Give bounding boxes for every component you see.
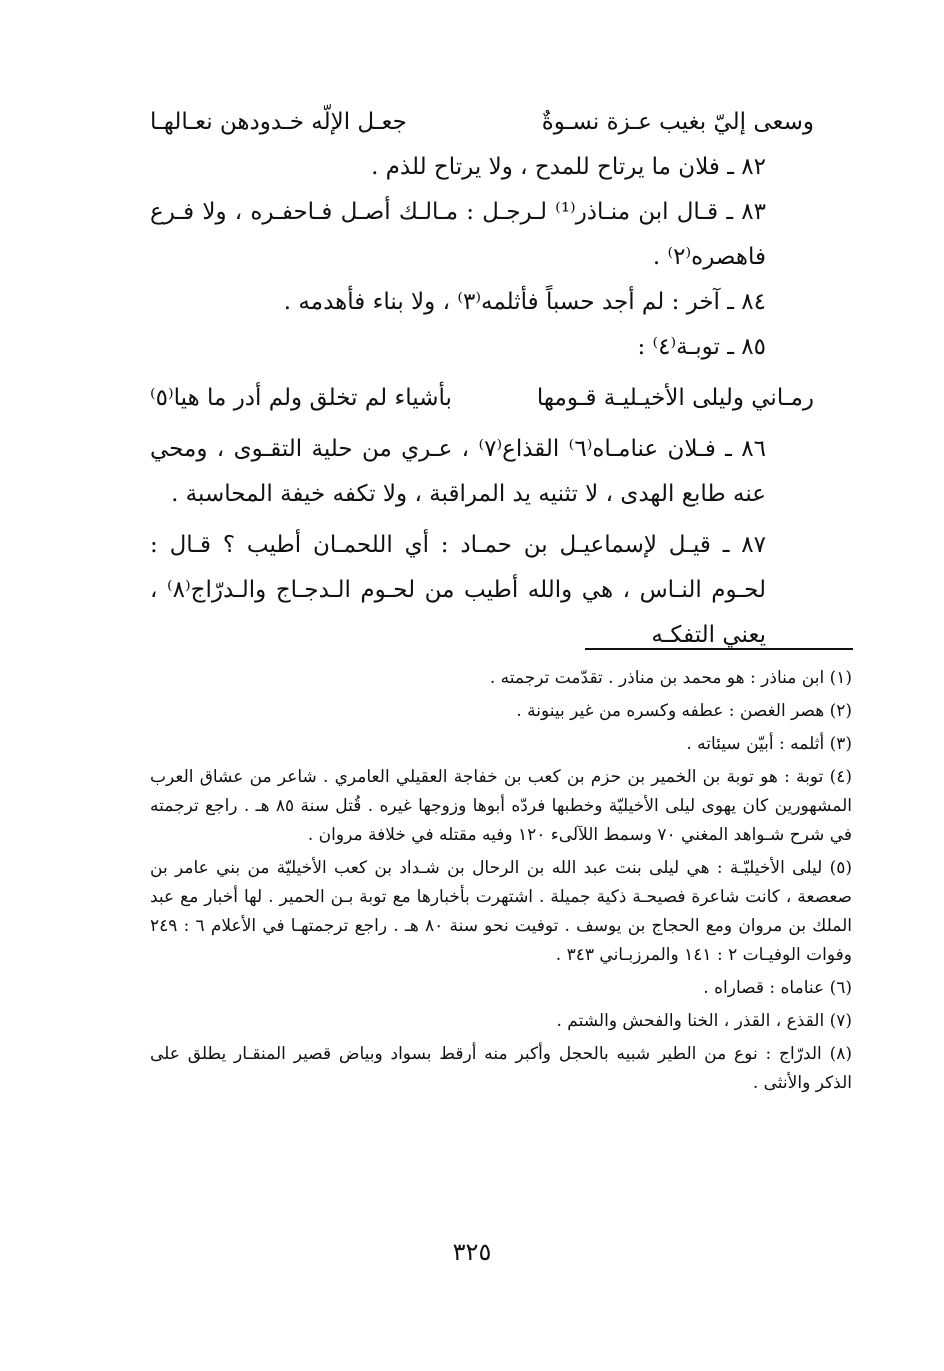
page-number: ٣٢٥ xyxy=(452,1238,492,1266)
paragraph-85: ٨٥ ـ توبـة⁽٤⁾ : xyxy=(637,334,766,360)
main-text xyxy=(150,100,814,658)
paragraph-83: ٨٣ ـ قـال ابن منـاذر⁽¹⁾ لـرجـل : مـالـك أصـل فـاحفـره ، ولا فـرع فاهصره⁽٢⁾ . xyxy=(150,199,766,270)
footnote-6: (٦) عناماه : قصاراه . xyxy=(703,978,852,998)
footnote-3: (٣) أثلمه : أبيّن سيئاته . xyxy=(686,734,852,754)
footnote-2: (٢) هصر الغصن : عطفه وكسره من غير بينونة . xyxy=(516,701,852,721)
paragraph-84: ٨٤ ـ آخر : لم أجد حسباً فأثلمه⁽٣⁾ ، ولا بناء فأهدمه . xyxy=(283,289,766,315)
verse-1-first-hemistich: وسعى إليّ بغيب عـزة نسـوةٌ xyxy=(541,109,814,135)
paragraph-82: ٨٢ ـ فلان ما يرتاح للمدح ، ولا يرتاح للذم . xyxy=(371,154,766,180)
verse-1-second-hemistich: جعـل الإلّه خـدودهن نعـالهـا xyxy=(150,109,407,135)
verse-1 xyxy=(150,100,814,145)
footnote-7: (٧) القذع ، القذر ، الخنا والفحش والشتم . xyxy=(556,1011,852,1031)
paragraph-87: ٨٧ ـ قيـل لإسماعيـل بن حمـاد : أي اللحمـان أطيب ؟ قـال : لحـوم النـاس ، هي والله أطيب من لحـوم الـدجـاج والـدرّاج⁽٨⁾ ، يعني التفكـه xyxy=(150,532,766,648)
footnote-1: (١) ابن مناذر : هو محمد بن مناذر . تقدّمت ترجمته . xyxy=(489,668,852,688)
footnote-4: (٤) توبة : هو توبة بن الخمير بن حزم بن كعب بن خفاجة العقيلي العامري . شاعر من عشاق العرب المشهورين كان يهوى ليلى الأخيليّة وخطبها فردّه أبوها وزوجها غيره . قُتل سنة ٨٥ هـ . راجع ترجمته في شرح شـواهد المغني ٧٠ وسمط اللآلىء ١٢٠ وفيه مقتله في خلافة مروان . xyxy=(150,767,852,845)
paragraph-86: ٨٦ ـ فـلان عنامـاه⁽٦⁾ القذاع⁽٧⁾ ، عـري من حلية التقـوى ، ومحي عنه طابع الهدى ، لا تثنيه يد المراقبة ، ولا تكفه خيفة المحاسبة . xyxy=(150,436,766,507)
footnote-5: (٥) ليلى الأخيليّـة : هي ليلى بنت عبد الله بن الرحال بن شـداد بن كعب الأخيليّة من بني عامر بن صعصعة ، كانت شاعرة فصيحـة ذكية جميلة . اشتهرت بأخبارها مع توبة بـن الحمير . لها أخبار مع عبد الملك بن مروان ومع الحجاج بن يوسف . توفيت نحو سنة ٨٠ هـ . راجع ترجمتهـا في الأعلام ٦ : ٢٤٩ وفوات الوفيـات ٢ : ١٤١ والمرزبـاني ٣٤٣ . xyxy=(150,858,852,965)
verse-2-first-hemistich: رمـاني وليلى الأخيـليـة قـومها xyxy=(536,385,814,411)
footnotes xyxy=(150,664,852,1102)
verse-2-second-hemistich: بأشياء لم تخلق ولم أدر ما هيا⁽٥⁾ xyxy=(150,385,452,411)
verse-2 xyxy=(150,376,814,421)
footnote-separator xyxy=(585,648,853,650)
footnote-8: (٨) الدرّاج : نوع من الطير شبيه بالحجل وأكبر منه أرقط بسواد وبياض قصير المنقـار يطلق على الذكر والأنثى . xyxy=(150,1044,852,1093)
